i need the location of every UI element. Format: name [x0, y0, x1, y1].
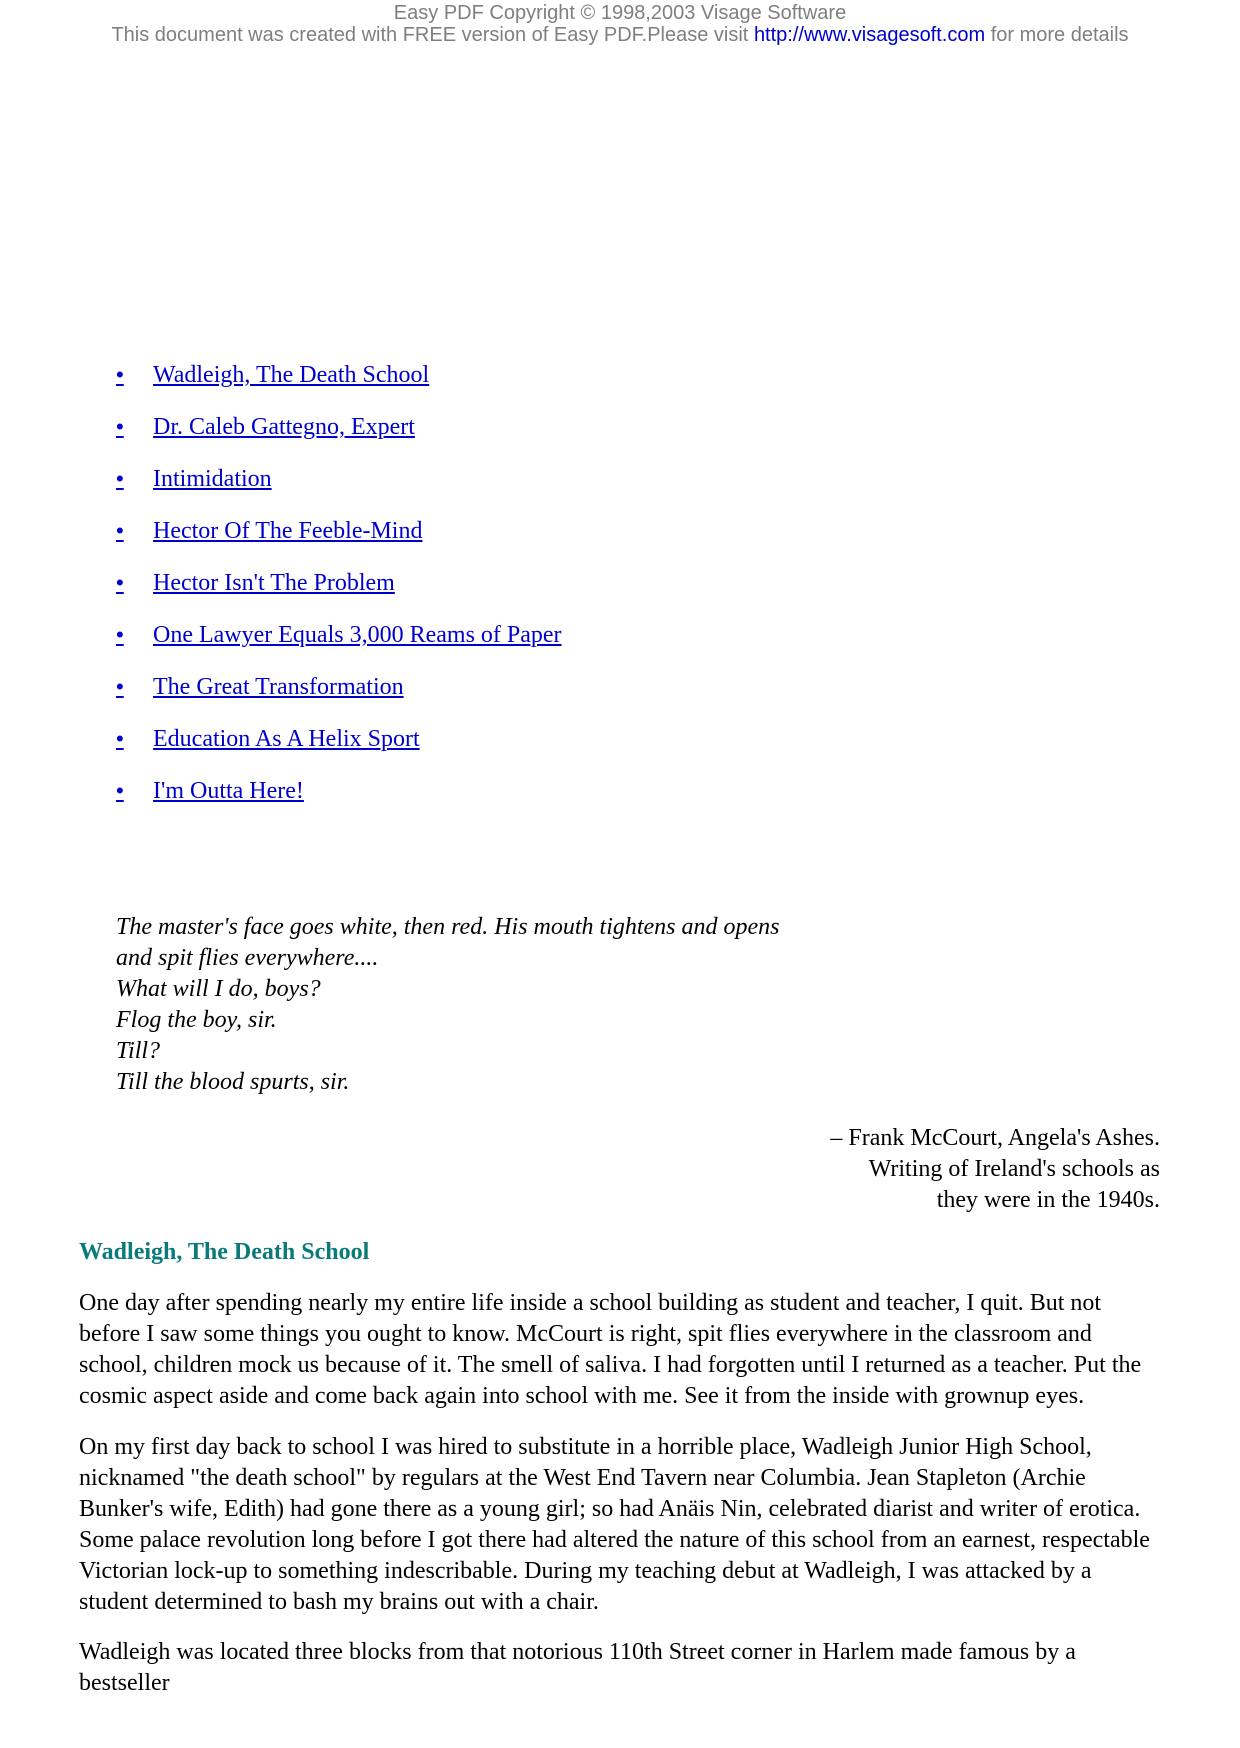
toc-item — [116, 669, 562, 721]
watermark-notice — [0, 23, 1240, 47]
attribution-line: they were in the 1940s. — [936, 1187, 1160, 1213]
toc-link-helix-sport[interactable]: Education As A Helix Sport — [153, 726, 420, 752]
toc-item — [116, 617, 562, 669]
bullet-icon: • — [116, 726, 124, 751]
toc-item — [116, 565, 562, 617]
toc-item — [116, 409, 562, 461]
body-paragraph: One day after spending nearly my entire life inside a school building as student and teacher, I quit. But not before I saw some things you ought to know. McCourt is right, spit flies everywhere in the classroom and school, children mock us because of it. The smell of saliva. I had forgotten until I returned as a teacher. Put the cosmic aspect aside and come back again into school with me. See it from the inside with grownup eyes. — [79, 1290, 1142, 1409]
toc-item — [116, 773, 562, 825]
attribution-line: – Frank McCourt, Angela's Ashes. — [830, 1125, 1160, 1151]
watermark-notice-suffix: for more details — [985, 24, 1129, 46]
bullet-icon: • — [116, 622, 124, 647]
epigraph-line: and spit flies everywhere.... — [116, 945, 379, 971]
body-paragraph: Wadleigh was located three blocks from that notorious 110th Street corner in Harlem made famous by a bestseller — [79, 1639, 1076, 1696]
toc-link-hector-feeble-mind[interactable]: Hector Of The Feeble-Mind — [153, 518, 423, 544]
toc-link-intimidation[interactable]: Intimidation — [153, 466, 272, 492]
toc-item — [116, 357, 562, 409]
epigraph-line: Till? — [116, 1038, 161, 1064]
visagesoft-link[interactable]: http://www.visagesoft.com — [753, 24, 986, 46]
epigraph-line: Till the blood spurts, sir. — [116, 1069, 350, 1095]
bullet-icon: • — [116, 466, 124, 491]
bullet-icon: • — [116, 414, 124, 439]
epigraph-line: What will I do, boys? — [116, 976, 321, 1002]
bullet-icon: • — [116, 518, 124, 543]
bullet-icon: • — [116, 674, 124, 699]
epigraph — [116, 912, 780, 1098]
epigraph-line: The master's face goes white, then red. His mouth tightens and opens — [116, 914, 780, 940]
toc-item — [116, 461, 562, 513]
toc-link-one-lawyer[interactable]: One Lawyer Equals 3,000 Reams of Paper — [153, 622, 562, 648]
watermark-notice-text: This document was created with FREE version of Easy PDF.Please visit — [111, 24, 754, 46]
toc-item — [116, 721, 562, 773]
bullet-icon: • — [116, 778, 124, 803]
toc-link-hector-problem[interactable]: Hector Isn't The Problem — [153, 570, 395, 596]
watermark-copyright: Easy PDF Copyright © 1998,2003 Visage Software — [393, 2, 847, 24]
toc-link-wadleigh[interactable]: Wadleigh, The Death School — [153, 362, 430, 388]
bullet-icon: • — [116, 362, 124, 387]
epigraph-attribution — [830, 1123, 1160, 1216]
section-heading: Wadleigh, The Death School — [79, 1239, 370, 1265]
table-of-contents — [116, 357, 562, 825]
bullet-icon: • — [116, 570, 124, 595]
body-paragraph: On my first day back to school I was hired to substitute in a horrible place, Wadleigh Junior High School, nicknamed "the death school" by regulars at the West End Tavern near Columbia. Jean Stapleton (Archie Bunker's wife, Edith) had gone there as a young girl; so had Anäis Nin, celebrated diarist and writer of erotica. Some palace revolution long before I got there had altered the nature of this school from an earnest, respectable Victorian lock-up to something indescribable. During my teaching debut at Wadleigh, I was attacked by a student determined to bash my brains out with a chair. — [79, 1434, 1150, 1615]
toc-link-great-transformation[interactable]: The Great Transformation — [153, 674, 404, 700]
attribution-line: Writing of Ireland's schools as — [868, 1156, 1160, 1182]
toc-link-gattegno[interactable]: Dr. Caleb Gattegno, Expert — [153, 414, 415, 440]
epigraph-line: Flog the boy, sir. — [116, 1007, 277, 1033]
toc-item — [116, 513, 562, 565]
toc-link-outta-here[interactable]: I'm Outta Here! — [153, 778, 304, 804]
